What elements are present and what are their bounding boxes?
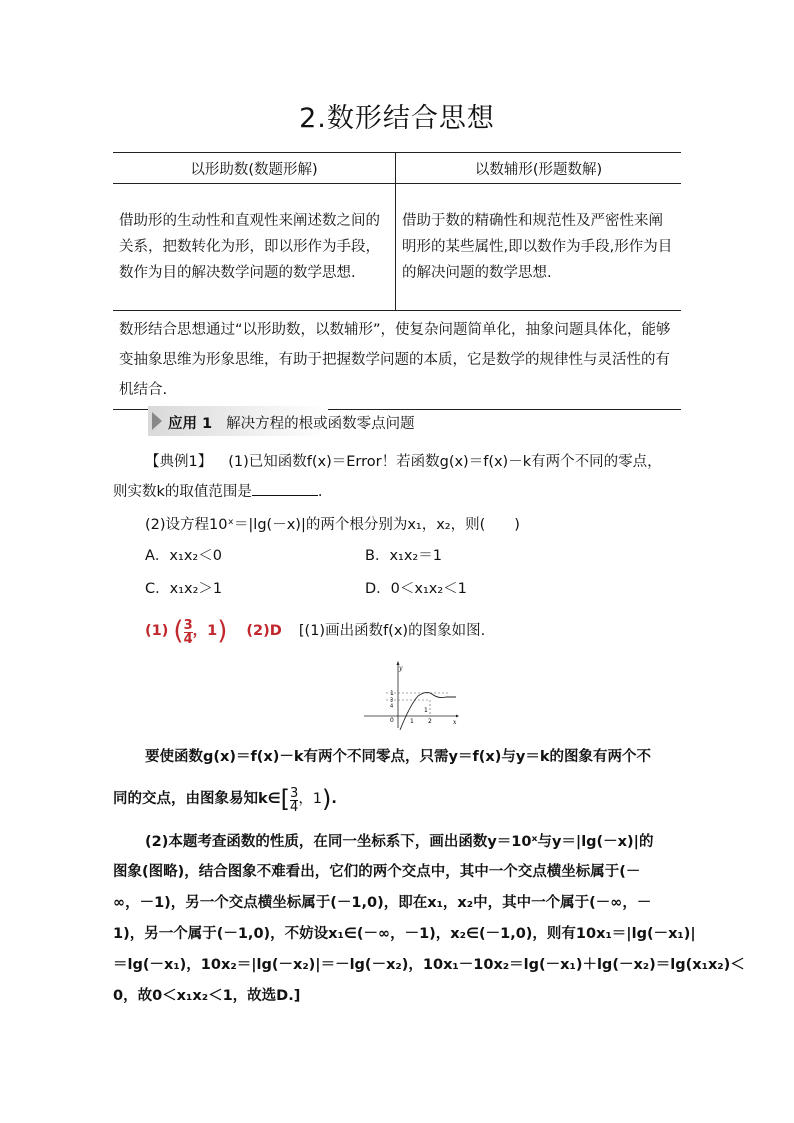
- y-axis-label: y: [399, 665, 403, 672]
- solution-para1-line1: 要使函数g(x)＝f(x)－k有两个不同零点，只需y＝f(x)与y＝k的图象有两个不: [145, 749, 652, 765]
- example-question-1-line1: [145, 450, 685, 471]
- x-tick-1: 1: [410, 718, 414, 725]
- range-fraction-denominator: 4: [290, 800, 299, 815]
- bracket-open: (: [173, 616, 184, 646]
- answer-blank: [252, 481, 318, 496]
- solution-para2-line1: (2)本题考查函数的性质，在同一坐标系下，画出函数y＝10ˣ与y＝|lg(－x)|的: [145, 834, 654, 850]
- answer-part1-tail: ，1: [192, 623, 218, 639]
- section-tag-label: 应用 1: [168, 416, 213, 432]
- section-heading-text: [168, 412, 415, 433]
- section-heading: [148, 406, 681, 436]
- example-q1-text: (1)已知函数f(x)＝Error！若函数g(x)＝f(x)－k有两个不同的零点，: [228, 454, 662, 470]
- solution-lead: [(1)画出函数f(x)的图象如图.: [298, 623, 486, 639]
- table-cell-col2: 借助于数的精确性和规范性及严密性来阐明形的某些属性,即以数作为手段,形作为目的解决问题的数学思想.: [396, 184, 682, 311]
- example-label: 【典例1】: [145, 454, 213, 470]
- x-tick-2: 2: [428, 718, 432, 725]
- range-tail: ，1: [298, 791, 323, 807]
- solution-para1-line2: 同的交点，由图象易知k∈[ $\frac{3}{4}$ ，1).: [113, 785, 337, 815]
- example-q1-text-2: 则实数k的取值范围是: [113, 484, 252, 500]
- table-cell-col1: 借助形的生动性和直观性来阐述数之间的关系，把数转化为形，即以形作为手段，数作为目的解决数学问题的数学思想.: [113, 184, 396, 311]
- solution-para2-line3: ∞，－1)，另一个交点横坐标属于(－1,0)，即在x₁，x₂中，其中一个属于(－∞，－: [113, 895, 652, 911]
- comparison-table: [113, 152, 681, 410]
- table-summary: 数形结合思想通过“以形助数，以数辅形”，使复杂问题简单化，抽象问题具体化，能够变抽象思维为形象思维，有助于把握数学问题的本质，它是数学的规律性与灵活性的有机结合.: [113, 311, 681, 410]
- solution-para2-line2: 图象(图略)，结合图象不难看出，它们的两个交点中，其中一个交点横坐标属于(－: [113, 864, 641, 880]
- answer-line: [145, 616, 485, 646]
- table-header-col1: 以形助数(数题形解): [113, 153, 396, 184]
- function-graph: [360, 660, 460, 730]
- y-tick-1: 1: [390, 690, 394, 697]
- range-bracket-open: [: [280, 785, 291, 813]
- solution-para2-line6: 0，故0＜x₁x₂＜1，故选D.]: [113, 988, 301, 1004]
- x-axis-label: x: [453, 719, 457, 726]
- bracket-close: ): [217, 616, 228, 646]
- point-label-1: 1: [424, 707, 428, 714]
- x-axis-arrow-icon: [456, 715, 459, 718]
- range-fraction-numerator: 3: [290, 786, 299, 801]
- example-question-2: (2)设方程10ˣ＝|lg(－x)|的两个根分别为x₁，x₂，则( ): [145, 517, 520, 533]
- option-d: D．0＜x₁x₂＜1: [365, 581, 467, 597]
- answer-part2: (2)D: [246, 623, 282, 639]
- answer-part1-label: (1): [145, 623, 169, 639]
- triangle-marker-icon: [152, 412, 162, 430]
- solution-para2-line4: 1)，另一个属于(－1,0)，不妨设x₁∈(－∞，－1)，x₂∈(－1,0)，则有10x₁＝|lg(－x₁)|: [113, 926, 696, 942]
- solution-para1-line2-text: 同的交点，由图象易知k∈: [113, 791, 281, 807]
- option-c: C．x₁x₂＞1: [145, 581, 223, 597]
- option-a: A．x₁x₂＜0: [145, 548, 222, 564]
- answer-fraction-denominator: 4: [183, 632, 193, 647]
- page-title: 2.数形结合思想: [299, 103, 495, 134]
- option-b: B．x₁x₂＝1: [365, 548, 442, 564]
- example-question-1-line2: 则实数k的取值范围是 .: [113, 480, 323, 501]
- y-tick-34-denominator: 4: [390, 703, 394, 710]
- origin-label: 0: [390, 717, 394, 724]
- answer-fraction: [184, 619, 193, 646]
- section-title: 解决方程的根或函数零点问题: [226, 416, 415, 432]
- answer-fraction-numerator: 3: [183, 618, 193, 633]
- table-header-col2: 以数辅形(形题数解): [396, 153, 682, 184]
- solution-para2-line5: ＝lg(－x₁)，10x₂＝|lg(－x₂)|＝－lg(－x₂)，10x₁－10x₂＝lg(－x₁)＋lg(－x₂)＝lg(x₁x₂)＜: [113, 957, 745, 973]
- range-bracket-close: ): [322, 785, 332, 813]
- y-tick-34-numerator: 3: [390, 697, 394, 704]
